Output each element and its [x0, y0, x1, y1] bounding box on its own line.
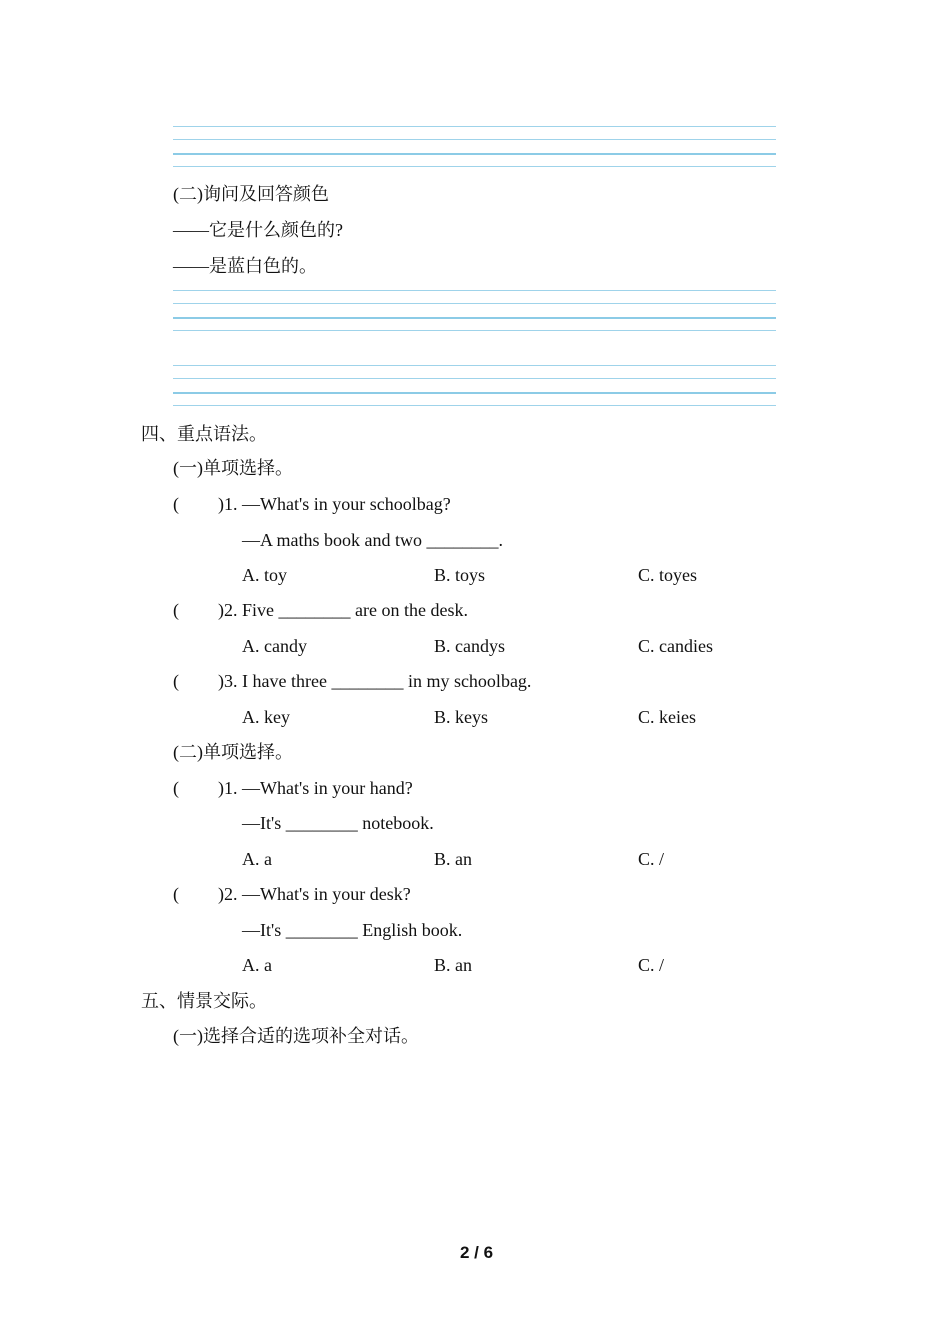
- page-number: 2 / 6: [460, 1243, 494, 1262]
- option-a[interactable]: A. key: [242, 707, 290, 727]
- option-b[interactable]: B. candys: [434, 636, 505, 656]
- writing-rule: [173, 392, 776, 394]
- writing-rule: [173, 153, 776, 155]
- writing-rule: [173, 317, 776, 319]
- subsection-title: (一)选择合适的选项补全对话。: [173, 1026, 419, 1046]
- question-stem: )1. —What's in your hand?: [218, 778, 413, 798]
- option-b[interactable]: B. toys: [434, 565, 486, 585]
- writing-rule: [173, 330, 776, 331]
- option-b[interactable]: B. an: [434, 955, 472, 975]
- question-stem: )2. Five ________ are on the desk.: [218, 600, 468, 620]
- question-stem: )1. —What's in your schoolbag?: [218, 494, 451, 514]
- writing-rule: [173, 303, 776, 304]
- section-heading: (二)询问及回答颜色: [173, 184, 329, 204]
- question-line: —It's ________ English book.: [242, 920, 463, 940]
- writing-rule: [173, 126, 776, 127]
- question-stem: )2. —What's in your desk?: [218, 884, 411, 904]
- option-c[interactable]: C. toyes: [638, 565, 698, 585]
- answer-paren[interactable]: (: [173, 778, 179, 798]
- answer-paren[interactable]: (: [173, 671, 179, 691]
- question-stem: )3. I have three ________ in my schoolbag.: [218, 671, 532, 691]
- writing-rule: [173, 405, 776, 406]
- subsection-title: (二)单项选择。: [173, 742, 293, 762]
- writing-rule: [173, 166, 776, 167]
- answer-paren[interactable]: (: [173, 494, 179, 514]
- writing-rule: [173, 290, 776, 291]
- option-a[interactable]: A. candy: [242, 636, 307, 656]
- option-c[interactable]: C. candies: [638, 636, 713, 656]
- question-line: —A maths book and two ________.: [242, 530, 503, 550]
- section-title: 五、情景交际。: [141, 991, 267, 1011]
- answer-paren[interactable]: (: [173, 600, 179, 620]
- question-line: —It's ________ notebook.: [242, 813, 434, 833]
- writing-rule: [173, 378, 776, 379]
- option-a[interactable]: A. toy: [242, 565, 287, 585]
- option-a[interactable]: A. a: [242, 849, 272, 869]
- option-c[interactable]: C. keies: [638, 707, 696, 727]
- subsection-title: (一)单项选择。: [173, 458, 293, 478]
- prompt-answer: ——是蓝白色的。: [173, 256, 317, 276]
- section-title: 四、重点语法。: [141, 424, 267, 444]
- writing-rule: [173, 139, 776, 140]
- option-b[interactable]: B. keys: [434, 707, 488, 727]
- answer-paren[interactable]: (: [173, 884, 179, 904]
- option-b[interactable]: B. an: [434, 849, 472, 869]
- option-c[interactable]: C. /: [638, 955, 665, 975]
- writing-rule: [173, 365, 776, 366]
- option-a[interactable]: A. a: [242, 955, 272, 975]
- prompt-question: ——它是什么颜色的?: [173, 220, 343, 240]
- option-c[interactable]: C. /: [638, 849, 665, 869]
